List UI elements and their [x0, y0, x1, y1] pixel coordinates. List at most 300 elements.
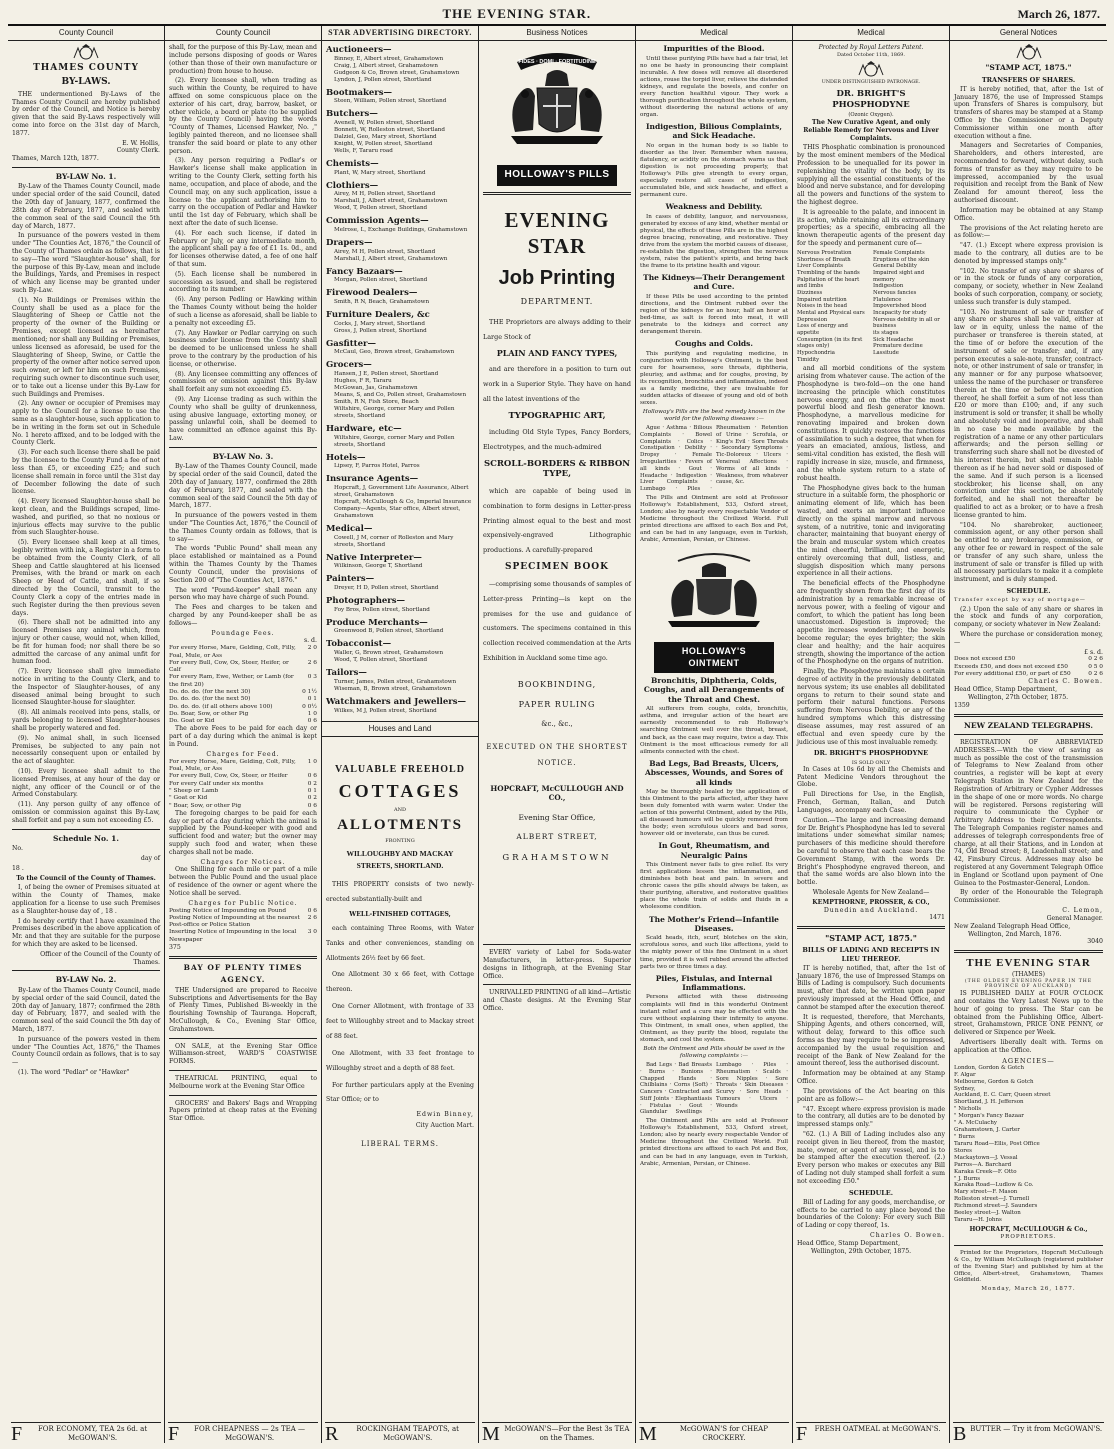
stamp-text: (2.) Upon the sale of any share or shares in the stock and funds of any corporation, company, or society whatever in New Zealand:	[954, 605, 1103, 629]
list-item: (5). Every licensee shall keep at all times, legibly written with ink, a Register in a form to be obtained from the County Clerk, of all Sheep and Cattle slaughtered at his licensed Premises, with the brand or mark on each Sheep or Head of Cattle, and shall, if so directed by the Council, transmit to the County Clerk a copy of the entries made in such Register during the then previous seven days.	[12, 539, 160, 617]
directory-category: Insurance Agents—	[326, 474, 419, 485]
medical-text: The Ointment and Pills are sold at Professor Holloway's Establishment, 533, Oxford street, London; also by nearly every respectable Vendor of Medicine throughout the Civilized World. Full printed directions are affixed to each Pot and Box, and can be had in any language, even in Turkish, Arabic, Armenian, Persian, or Chinese.	[640, 1118, 788, 1167]
dated-line: Thames, March 12th, 1877.	[12, 155, 99, 163]
list-item: Parros—A. Barchard	[954, 1161, 1012, 1168]
evening-star-tagline: (THE OLDEST EVENING PAPER IN THE PROVINCE OF AUCKLAND)	[964, 978, 1093, 990]
disease-list: Bad Legs · Bad Breasts · Burns · Bunions · Chapped Hands · Chilblains · Corns (Soft) · Cancers · Contracted and Stiff Joints · Elephantiasis · Fistulas · Gout · Glandular Swellings · Lumbago · Piles · Rheumatism · Scalds · Sore Nipples · Sore Throats · Skin Diseases · Scurvy · Sore Heads · Tumours · Ulcers · Wounds	[640, 1061, 788, 1116]
column-header: Business Notices	[479, 26, 635, 41]
directory-category: Bootmakers—	[326, 87, 393, 98]
column-header: STAR ADVERTISING DIRECTORY.	[322, 26, 478, 41]
medical-heading: Impurities of the Blood.	[663, 44, 765, 54]
list-item: Beeley street—J. Walton	[954, 1210, 1021, 1217]
job-highlight: PLAIN AND FANCY TYPES,	[496, 348, 618, 359]
list-item: Sydney,	[954, 1085, 976, 1092]
list-item: Richmond street—J. Saunders	[954, 1203, 1038, 1210]
public-notice-table	[169, 908, 317, 944]
directory-category: Furniture Dealers, &c	[326, 310, 430, 321]
list-item: F. Algar	[954, 1071, 976, 1078]
directory-category: Commission Agents—	[326, 216, 429, 227]
list-item: Impaired nutrition	[797, 296, 847, 303]
royal-arms-icon	[1009, 44, 1049, 60]
agent-title: City Auction Mart.	[415, 1122, 474, 1130]
streets-line: WILLOUGHBY AND MACKAY	[346, 849, 454, 859]
directory-entry: Plant, W, Mary street, Shortland	[334, 169, 426, 176]
directory-entry: Steen, William, Pollen street, Shortland	[334, 98, 447, 105]
medical-heading: In Gout, Rheumatism, and Neuralgic Pains	[658, 841, 770, 860]
agencies-heading: AGENCIES—	[1002, 1056, 1055, 1065]
holloway-crest-icon	[497, 44, 617, 162]
sold-only-line: IS SOLD ONLY	[851, 759, 891, 766]
directory-entry: Avenell, W, Pollen street, Shortland	[334, 120, 435, 127]
medical-text: This Ointment never fails to give relief. Its very first applications lessen the inflammation, and diminishes both heat and pain. In severe and chronic cases the pills should always be taken, as their purifying, alterative, and restorative qualities place the whole train of solids and fluids in a wholesome condition.	[640, 862, 788, 911]
proprietors-line: HOPCRAFT, McCULLOUGH AND CO.,	[490, 784, 624, 803]
theatrical-ad: THEATRICAL PRINTING, equal to Melbourne work at the Evening Star Office	[169, 1075, 317, 1090]
list-item: Impaired sight and memory	[873, 269, 925, 283]
patent-date: Dated October 11th, 1869.	[837, 51, 905, 58]
stamp-text: The provisions of the Act relating hereto are as follow:—	[954, 224, 1103, 240]
list-item: Noises in the head	[797, 303, 848, 310]
directory-entry: Wilkes, M J, Pollen street, Shortland	[334, 707, 437, 714]
list-item: Eruptions of the skin	[873, 256, 930, 263]
list-item: " Burns	[954, 1134, 975, 1141]
table-row: For every Bull, Cow, Ox, Steer, Heifer, or Calf 2 6	[169, 659, 317, 674]
phosphodyne-text: In Cases at 10s 6d by all the Chemists and Patent Medicine Vendors throughout the Globe.	[797, 765, 945, 789]
proprietors-title: PROPRIETORS.	[1000, 1233, 1057, 1240]
directory-category: Firewood Dealers—	[326, 288, 418, 299]
date-line: Wellington, 29th October, 1875.	[811, 1247, 912, 1255]
form-line: To the Council of the County of Thames.	[16, 874, 156, 882]
form-line: I do hereby certify that I have examined the Premises described in the above application of Mr. and that they are suitable for the purpose for which they are asked to be licensed.	[12, 917, 160, 949]
department-line: DEPARTMENT.	[520, 296, 594, 306]
feed-table	[169, 759, 317, 810]
table-row: Do. Goat or Kid 0 6	[169, 718, 317, 725]
list-item: Auckland, E. C. Carr, Queen street	[954, 1092, 1051, 1099]
list-item: Shortland, J. H. Jefferson	[954, 1099, 1024, 1106]
list-item: Loss of energy and appetite	[797, 323, 848, 336]
directory-entry: Hughes, F R, Tararu	[334, 378, 392, 385]
list-item: (7). Any Hawker or Pedlar carrying on such business under license from the County shall be deemed to be unlicensed unless he shall prove to the contrary by the production of his license, or otherwise.	[169, 329, 317, 368]
list-item: London, Gordon & Gotch	[954, 1064, 1025, 1071]
column-7	[950, 26, 1107, 1443]
table-row: For every Ram, Ewe, Wether, or Lamb (for the first 20) 0 3	[169, 674, 317, 688]
disease-list: Ague · Asthma · Bilious Complaints · Bowel Complaints · Colics · Constipation · Debility · Dropsy · Female Irregularities · Fevers of all kinds · Gout · Headache · Indigestion · Liver Complaints · Lumbago · Piles · Rheumatism · Retention of Urine · Scrofula, or King's Evil · Sore Throats · Secondary Symptoms · Tic-Doloreux · Ulcers · Venereal Affections · Worms of all kinds · Weakness, from whatever cause, &c.	[640, 425, 788, 493]
directory-entry: Hopcraft, McCullough & Co, Imperial Insurance Company—Agents, Star office, Albert street, Grahamstown	[334, 499, 472, 520]
columns	[8, 26, 1106, 1443]
office-line: Head Office, Stamp Department,	[797, 1239, 901, 1247]
medical-heading: Coughs and Colds.	[674, 339, 754, 349]
directory-entry: Gudgeon & Co, Brown street, Grahamstown	[334, 69, 460, 76]
bylaws-title-2: BY-LAWS.	[61, 77, 111, 88]
directory-entry: Means, S, and Co, Pollen street, Grahamstown	[334, 392, 467, 399]
continued-text: shall, for the purpose of this By-Law, mean and include persons disposing of goods or Wares (other than those of their own manufacture or production) from house to house.	[169, 44, 317, 75]
town-line: GRAHAMSTOWN	[502, 853, 612, 864]
phosphodyne-title: DR. BRIGHT'S PHOSPHODYNE	[832, 88, 910, 110]
list-item: (1). No Buildings or Premises within the County shall be used as a place for the Slaughtering of Sheep or Cattle not the property of the owner of the Building or Premises, except licensed as hereinafter mentioned; nor shall any Building or Premises, unless licensed as aforesaid, be used for the Slaughtering of Sheep, Swine, or Cattle the property of the owner after notice served upon such owner, or left for him on such Premises, requiring such owner to discontinue such user, or to take out a license under this By-Law for such Buildings and Premises.	[12, 296, 160, 398]
bottom-ad: R ROCKINGHAM TEAPOTS, at McGOWAN'S.	[325, 1422, 475, 1443]
stamp-text: IT is hereby notified, that, after the 1st of January 1876, the use of Impressed Stamps upon Transfers of Shares is compulsory, but transfers of shares may be stamped at a Stamp Office by the Commissioner or a Deputy Commissioner within one month after execution without a fine.	[954, 85, 1103, 140]
signature-title: General Manager.	[1046, 914, 1103, 922]
ointment-crest-icon	[654, 547, 774, 639]
list-item: (4). Every licensed Slaughter-house shall be kept clean, and the Buildings scraped, lime-washed, and purified, so that no noxious or injurious effects may survive to the public from such Slaughter-house.	[12, 498, 160, 537]
list-item: Incapacity for study	[873, 309, 927, 316]
list-item: " A. McCulachy	[954, 1120, 997, 1127]
label-ad: EVERY variety of Label for Soda-water Manufacturers, in letter-press. Superior designs in lithograph, at the Evening Star Office.	[483, 949, 631, 980]
directory-entry: Foy Bros, Pollen street, Shortland	[334, 606, 430, 613]
form-line: 18 .	[12, 864, 24, 872]
directory-entry: Knight, W, Pollen street, Shortland	[334, 141, 433, 148]
list-item: Female Complaints	[873, 249, 925, 256]
signature: E. W. Hollis,	[122, 139, 160, 147]
bottom-ad-text: FOR CHEAPNESS — 2s TEA — McGOWAN'S.	[194, 1425, 306, 1442]
stamp-text: "102. No transfer of any share or shares of or in the stock or funds of any corporation, company, or society, whether in New Zealand books of such corporation, company, or society, unless such transfer is duly stamped.	[954, 267, 1103, 306]
telegraph-text: By order of the Honourable the Telegraph Commissioner.	[954, 889, 1103, 905]
list-item: (3). For each such license there shall be paid by the licensee to the County Fund a fee of not less than £5, or exceeding £25; and such license shall remain in force until the 31st day of December following the date of such license.	[12, 449, 160, 496]
bottom-ad-text: BUTTER — Try it from McGOWAN'S.	[970, 1425, 1103, 1433]
bylaw-2-heading: BY-LAW No. 2.	[55, 975, 117, 985]
agents-line: Wholesale Agents for New Zealand—	[812, 889, 930, 896]
list-item: Shortness of Breath	[797, 256, 851, 263]
list-item: (6). Any person Pedling or Hawking within the Thames County without being the holder of such a license as aforesaid, shall be liable to a penalty not exceeding £5.	[169, 296, 317, 327]
notices-text: One Shilling for each mile or part of a mile between the Public Pound and the usual place of residence of the owner or agent where the Notice shall be served.	[169, 866, 317, 897]
bylaws-title-1: THAMES COUNTY	[33, 63, 139, 74]
ad-number: 375	[169, 944, 181, 952]
column-header: Medical	[636, 26, 792, 41]
medical-heading: The Kidneys—Their Derangement and Cure.	[643, 273, 785, 292]
list-item: (9). Any License trading as such within the County who shall be guilty of drunkenness, using abusive language, extorting money, or passing unlawful coin, shall be deemed to have committed an offence against this By-Law.	[169, 396, 317, 443]
stamp-text: It is requested, therefore, that Merchants, Shipping Agents, and others concerned, will, without delay, forward to this office such forms as they may require to be so impressed, accompanied by the usual requisition and receipt of the Bank of New Zealand for the amount thereof, less the authorised discount.	[797, 1013, 945, 1068]
form-line: I, of being the owner of Premises situated at within the County of Thames, make application for a license to use such Premises as a Slaughter-house day of , 18 .	[12, 884, 160, 915]
phosphodyne-heading: DR. BRIGHT'S PHOSPHODYNE	[813, 749, 929, 758]
ad-number: 1471	[929, 914, 945, 922]
evening-star-location: (THAMES)	[1012, 971, 1045, 978]
list-item: Rolleston street—J. Turnell	[954, 1196, 1030, 1203]
public-notice-heading: Charges for Public Notice.	[188, 899, 298, 907]
transfers-heading: TRANSFERS OF SHARES.	[981, 75, 1076, 84]
phosphodyne-tagline: The New Curative Agent, and only Reliable Remedy for Nervous and Liver Complaints.	[803, 118, 939, 142]
directory-entry: Cowell, J M, corner of Rolleston and Mary streets, Shortland	[334, 534, 454, 548]
job-text: including Old Style Types, Fancy Borders, Electrotypes, and the much-admired	[483, 428, 631, 452]
terms-line: LIBERAL TERMS.	[361, 1139, 439, 1148]
directory-entry: Turner, James, Pollen street, Grahamstown	[334, 678, 457, 685]
list-item: Trembling of the hands	[797, 269, 860, 276]
list-item: its stages	[873, 329, 899, 336]
stamp-text: "104. No sharebroker, auctioneer, commission agent, or any other person shall be entitled to any brokerage, commission, or any other fee or reward in respect of the sale or transfer of any such share, unless the instrument of sale or transfer is filled up with all necessary particulars to make it a complete instrument, and is duly stamped.	[954, 521, 1103, 584]
masthead-title: THE EVENING STAR.	[442, 5, 592, 21]
agents-location: Dunedin and Auckland.	[823, 906, 919, 914]
directory-entry: Airey, M H, Pollen street, Shortland	[334, 248, 436, 255]
stamp-text: "103. No instrument of sale or transfer of any share or shares shall be valid, either at law or in equity, unless the name of the purchaser or transferee is therein stated, at the time of or before the execution of the instrument of sale or transfer; and, if any person executes a sale-note, transfer, contract-note, or other instrument of sale or transfer, in any manner or for any purpose whatsoever, unless the name of the purchaser or transferee therein at the time or before the execution thereof, he shall forfeit a sum of not less than £20 or more than £100; and, if any such instrument is sold or transfer, it shall be wholly and absolutely void and inoperative, and shall in no case be made available by the registration of a name or any other particulars afterwards; and the person selling or transferring such share shall not be divested of his interest therein, but shall remain liable thereon as if he had never sold or disposed of the same. And if such person is a licensed stockbroker, his license shall, on any conviction under this section, be absolutely forfeited, and he shall not thereafter be qualified to act as a broker, or to have a fresh license granted to him.	[954, 308, 1103, 519]
directory-entry: Marshall, J, Albert street, Grahamstown	[334, 255, 448, 262]
directory-category: Hotels—	[326, 452, 366, 463]
list-item: Nervous debility in all or business	[873, 316, 940, 330]
column-4	[479, 26, 636, 1443]
bottom-ad: M McGOWAN'S for CHEAP CROCKERY.	[639, 1422, 789, 1443]
list-item: (5). Each license shall be numbered in succession as issued, and shall be registered according to its number.	[169, 270, 317, 294]
list-item: (3). Any person requiring a Pedlar's or Hawker's license shall make application in writing to the County Clerk, setting forth his name, occupation, and place of abode, and the Council may, on any such application, issue a license to the applicant authorising him to carry on the occupation of Pedlar and Hawker until the 1st day of February, which shall be next after the date of such license.	[169, 157, 317, 227]
medical-text: If these Pills be used according to the printed directions, and the Ointment rubbed over the region of the kidneys for an hour, half an hour at bed-time, as salt is forced into meat, it will penetrate to the kidneys and correct any derangement therein.	[640, 293, 788, 336]
bylaw-2-text: In pursuance of the powers vested in them under "The Counties Act, 1876," the Thames County Council ordain as follows, that is to say—	[12, 1035, 160, 1067]
bottom-ad-text: McGOWAN'S for CHEAP CROCKERY.	[679, 1425, 768, 1442]
job-printing-title: EVENING STAR	[504, 207, 610, 259]
masthead-date: March 26, 1877.	[1017, 6, 1100, 21]
directory-entry: Waller, G, Brown street, Grahamstown	[334, 650, 444, 657]
symptom-list	[797, 250, 945, 363]
directory-entry: Wilkinson, George T, Shortland	[334, 563, 423, 570]
poundage-heading: Poundage Fees.	[211, 629, 275, 637]
stamp-text: Where the purchase or consideration money,—	[954, 631, 1103, 646]
directory-entry: Dreyer, H D, Pollen street, Shortland	[334, 585, 439, 592]
list-item: Mary street—F. Mason	[954, 1189, 1018, 1196]
list-item: Mental and Physical ears	[797, 309, 865, 316]
column-3	[322, 26, 479, 1443]
signature: Charles O. Bowen.	[870, 1232, 945, 1240]
bylaw-1-items	[12, 297, 160, 825]
royal-arms-icon	[66, 44, 106, 60]
property-text: One Corner Allotment, with frontage of 33 feet to Willoughby street and to Mackay street of 88 feet.	[326, 1003, 474, 1040]
directory-entry: Wiltshire, George, corner Mary and Pollen streets, Shortland	[334, 434, 455, 448]
directory-entry: Wiseman, B, Brown street, Grahamstown	[334, 685, 452, 692]
table-row: " Boar, Sow, or other Pig 0 6	[169, 802, 317, 809]
bills-heading: BILLS OF LADING AND RECEIPTS IN LIEU THEREOF.	[802, 946, 940, 963]
directory-category: Hardware, etc—	[326, 424, 402, 435]
list-item: Mackaytown—J. Vessal	[954, 1154, 1018, 1161]
medical-subheading: Holloway's Pills are the best remedy known in the world for the following diseases :—	[642, 408, 786, 423]
directory-entry: Dalziel, Geo, Mary street, Shortland	[334, 134, 437, 141]
bylaw-1-preamble: By-Law of the Thames County Council, made under special order of the said Council, dated the 20th day of January, 1877, confirmed the 28th day of February, 1877, and sealed with the common seal of the said Council the 5th day of March, 1877.	[12, 183, 160, 230]
list-item: Depression	[797, 316, 828, 323]
poundage-note: The above Fees to be paid for each day or part of a day during which the animal is kept in Pound.	[169, 725, 317, 749]
bylaw-3-preamble: By-Law of the Thames County Council, made by special order of the said Council, dated the 20th day of January, 1877, confirmed the 28th day of February, 1877, and sealed with the common seal of the said Council the 5th day of March, 1877.	[169, 463, 317, 510]
bottom-ad: M McGOWAN'S—For the Best 3s TEA on the Thames.	[482, 1422, 632, 1443]
telegraph-text: REGISTRATION OF ABBREVIATED ADDRESSES.—With the view of saving as much as possible the cost of the transmission of Telegrams to New Zealand from other countries, a register will be kept at every Telegraph Station in New Zealand for the Registration of Arbitrary or Cypher Addresses in the shape of one or more words. No charge will be registered. Persons registering will require to communicate the Cypher or Arbitrary Address to their Correspondents. The Telegraph Companies register names and addresses of telegraph correspondents free of charge, at all their Stations, and in London at 74, Old Broad street; 8, Leadenhall street; and 42, Finsbury Circus. Addresses may also be registered at any Government Telegraph Office in England or Scotland upon payment of One Guinea to the Postmaster-General, London.	[954, 739, 1103, 887]
list-item: Grahamstown, J. Carter	[954, 1127, 1020, 1134]
list-item: Nervous fancies	[873, 289, 917, 296]
bylaw-3-text: The word "Pound-keeper" shall mean any person who may have charge of such Pound.	[169, 586, 317, 602]
streets-line: STREETS, SHORTLAND.	[356, 860, 444, 870]
property-text: One Allotment 30 x 66 feet, with Cottage thereon.	[326, 971, 474, 994]
agents-name: KEMPTHORNE, PROSSER, & CO.,	[812, 898, 930, 906]
medical-heading: Piles, Fistulas, and Internal Inflammations.	[655, 973, 773, 993]
phosphodyne-text: Finally, the Phosphodyne maintains a certain degree of activity in the previously debilitated nervous system; its use enables all debilitated organs to return to their sound state and perform their natural functions. Persons suffering from Nervous Debility, or any of the hundred symptoms which this distressing disease assumes, may rest assured of an effectual and even speedy cure by the judicious use of this most invaluable remedy.	[797, 668, 945, 746]
property-text: THIS PROPERTY consists of two newly-erected substantially-built and	[326, 881, 474, 904]
notice-line: NOTICE.	[537, 759, 577, 768]
job-highlight: SCROLL-BORDERS & RIBBON TYPE,	[483, 458, 631, 480]
form-line: No.	[12, 845, 23, 853]
list-item: Impoverished blood	[873, 303, 927, 310]
medical-text: All sufferers from coughs, colds, bronchitis, asthma, and irregular action of the heart are earnestly recommended to rub Holloway's searching Ointment well over the throat, breast, and back, as the case may require, twice a day. This Ointment is the most efficacious remedy for all ailments connected with the chest.	[640, 706, 788, 755]
table-row: Do. Boar, Sow, or other Pig 1 0	[169, 710, 317, 717]
phosphodyne-text: It is agreeable to the palate, and innocent in its action, while retaining all its extraordinary properties; as a specific, embracing all the known therapeutic agents of the present day for the speedy and permanent cure of—	[797, 208, 945, 248]
column-1	[8, 26, 165, 1443]
schedule-heading: SCHEDULE.	[1006, 587, 1051, 596]
list-item: Premature decline	[873, 343, 923, 350]
medical-text: No organ in the human body is so liable to disorder as the liver. Remember when nausea, flatulency, or acidity on the stomach warns us that digestion is not proceeding properly, that Holloway's Pills give strength to every organ, especially restore all cases of indigestion, accumulated bile, and sick headache, and effect a permanent cure.	[640, 142, 788, 199]
stamp-text: Information may be obtained at any Stamp Office.	[954, 206, 1103, 222]
bottom-ad: F FRESH OATMEAL at McGOWAN'S.	[796, 1422, 946, 1443]
column-5	[636, 26, 793, 1443]
list-item: General Debility	[873, 263, 917, 270]
directory-entry: Smith, R N, Beach, Grahamstown	[334, 299, 430, 306]
service-line: BOOKBINDING,	[517, 679, 597, 689]
directory-entry: Wood, T, Pollen street, Shortland	[334, 205, 428, 212]
job-printing-subtitle: Job Printing	[498, 266, 616, 289]
publish-text: IS PUBLISHED DAILY at FOUR O'CLOCK and contains the Very Latest News up to the hour of going to press. The Star can be obtained from the Publishing Office, Albert-street, Grahamstown, PRICE ONE PENNY, or delivered or Sixpence per Week.	[954, 990, 1103, 1037]
list-item: Liver Complaints	[797, 263, 844, 270]
list-item: (9). No animal shall, in such licensed Premises, be subjected to any pain not necessarily consequent upon or entailed by the act of slaughter.	[12, 734, 160, 766]
printing-ad: UNRIVALLED PRINTING of all kind—Artistic and Chaste designs. At the Evening Star Office.	[483, 989, 631, 1012]
medical-text: May be thoroughly healed by the application of this Ointment to the parts affected, after they have been duly fomented with warm water. Under the action of this powerful Ointment, aided by the Pills, all diseased humours will be quickly removed from the body; even scrofulous ulcers and bad sores, however old or inveterate, can thus be cured.	[640, 788, 788, 838]
directory-entry: Wells, F, Tararu road	[334, 148, 393, 155]
column-6	[793, 26, 950, 1443]
directory-entry: Melrose, L, Exchange Buildings, Grahamstown	[334, 227, 468, 234]
imprint-date: Monday, March 26, 1877.	[981, 1286, 1076, 1293]
column-header: General Notices	[950, 26, 1107, 41]
column-2	[165, 26, 322, 1443]
bottom-ad-text: ROCKINGHAM TEAPOTS, at McGOWAN'S.	[356, 1425, 459, 1442]
directory-category: Grocers—	[326, 360, 372, 371]
advertising-directory	[326, 45, 474, 714]
schedule-heading: Schedule No. 1.	[53, 833, 119, 843]
telegraphs-heading: NEW ZEALAND TELEGRAPHS.	[964, 720, 1093, 730]
feed-note: The foregoing charges to be paid for each day or part of a day during which the animal is supplied by the Pound-keeper with good and sufficient food and water; but the owner may supply such food and water, when these charges shall not be made.	[169, 809, 317, 856]
directory-entry: Cocks, J, Mary street, Shortland	[334, 320, 425, 327]
bylaw-1-heading: BY-LAW No. 1.	[55, 172, 117, 182]
list-item: " Nicholls	[954, 1106, 982, 1113]
phosphodyne-subtitle: (Ozonic Oxygen).	[848, 112, 894, 119]
crest-motto: FIDES · DOMI · FORTITUDINE	[518, 59, 596, 66]
directory-entry: Marshall, J, Albert street, Grahamstown	[334, 198, 448, 205]
table-row: Does not exceed £50 0 2 6	[954, 656, 1103, 663]
poundage-table	[169, 645, 317, 725]
list-item: Flatulence	[873, 296, 902, 303]
bottom-ad: F FOR ECONOMY, TEA 2s 6d. at McGOWAN'S.	[11, 1422, 161, 1443]
directory-category: Clothiers—	[326, 180, 379, 191]
holloway-banner: HOLLOWAY'S PILLS	[497, 165, 617, 186]
stamp-text: IT is hereby notified, that, after the 1st of January 1876, the use of Impressed Stamps on Bills of Lading is compulsory. Such documents must, after that date, be written upon paper previously impressed at the Head Office, and cannot be stamped after the execution thereof.	[797, 964, 945, 1011]
table-row: " Goat or Kid 0 2	[169, 795, 317, 802]
job-text: which are capable of being used in combination to form designs in Letter-press Printing almost equal to the best and most expensively-engraved Lithographic productions. A carefully-prepared	[483, 487, 631, 555]
list-item: Melbourne, Gordon & Gotch	[954, 1078, 1034, 1085]
list-item: (4). For each such license, if dated in February or July, or any intermediate month, the applicant shall pay a fee of £1 1s. 0d., and for licenses otherwise dated, a fee of one half of that sum.	[169, 229, 317, 269]
directory-category: Photographers—	[326, 596, 406, 607]
stamp-text: "47. (1.) Except where express provision is made to the contrary, all duties are to be denoted by impressed stamps only."	[954, 242, 1103, 265]
directory-category: Tobacconist—	[326, 639, 392, 650]
directory-entry: Wood, T, Pollen street, Shortland	[334, 657, 428, 664]
medical-text: In cases of debility, languor, and nervousness, generated by excess of any kind, whether mental or physical, the effects of these Pills are in the highest degree bracing, renovating, and restorative. They drive from the system the morbid causes of disease, re-establish the digestion, strengthen the nervous system, raise the patient's spirits, and bring back the frame to its pristine health and vigour.	[640, 213, 788, 269]
phosphodyne-text: and all morbid conditions of the system arising from whatever cause. The action of the Phosphodyne is two-fold—on the one hand increasing the principle which constitutes nervous energy, and on the other the most powerful blood and flesh generator known. Phosphodyne, a marvellous medicine for renovating impaired and broken down constitutions. It quickly restores the functions of assimilation to such a degree, that when for years an emaciated, anxious, listless, and semi-vital condition has existed, the flesh will rapidly increase in size, muscle, and firmness, and the whole system return to a state of robust health.	[797, 365, 945, 482]
bylaw-3-text: The words "Public Pound" shall mean any place established or maintained as a Pound within the Thames County by the Thames County Council, under the provisions of Section 200 of "The Counties Act, 1876."	[169, 545, 317, 584]
list-item: Consumption (in its first stages only)	[797, 336, 863, 350]
directory-entry: McGowan, Jas, Grahamstown	[334, 385, 418, 392]
medical-text: Scald heads, itch, scurf, blotches on the skin, scrofulous sores, and such like affections, yield to the mighty power of this fine Ointment in a short time, provided it is well rubbed around the affected parts two or three times a day.	[640, 935, 788, 970]
medical-heading: Indigestion, Bilious Complaints, and Sick Headache.	[646, 121, 782, 141]
bop-heading: BAY OF PLENTY TIMES	[183, 962, 303, 972]
directory-category: Produce Merchants—	[326, 617, 428, 628]
directory-category: Medical—	[326, 524, 373, 535]
table-row: For every Horse, Mare, Gelding, Colt, Filly, Foal, Mule, or Ass 1 0	[169, 758, 317, 773]
table-row: Do. do. do. (for the next 30) 0 1½	[169, 688, 317, 695]
stamp-act-heading: "STAMP ACT, 1875."	[825, 933, 917, 944]
office-line: New Zealand Telegraph Head Office,	[954, 922, 1071, 930]
evening-star-title: THE EVENING STAR	[966, 957, 1091, 970]
medical-heading: Weakness and Debility.	[665, 202, 763, 212]
table-row: For every additional £50, or part of £50 0 2 6	[954, 671, 1103, 678]
list-item: " J. Burns	[954, 1175, 981, 1182]
list-item: and limbs	[797, 283, 824, 290]
bylaw-2-item: (1). The word "Pedlar" or "Hawker"	[18, 1069, 130, 1077]
table-row: Do. do. do. (for the next 50) 0 1	[169, 696, 317, 703]
patronage-line: UNDER DISTINGUISHED PATRONAGE.	[821, 79, 921, 85]
directory-entry: Gross, J, Pollen street, Shortland	[334, 327, 427, 334]
directory-category: Chemists—	[326, 159, 379, 170]
list-item: Karaka Road—Ludlow & Co.	[954, 1182, 1034, 1189]
column-header: County Council	[8, 26, 164, 41]
ad-connector: AND	[394, 806, 406, 813]
list-item: Nervous Prostration	[797, 249, 852, 256]
list-item: " Morgan's Fancy Bazaar	[954, 1113, 1024, 1120]
directory-entry: Hansen, J E, Pollen street, Shortland	[334, 371, 439, 378]
list-item: Hypochondria	[797, 349, 835, 356]
sale-ad: ON SALE, at the Evening Star Office Williamson-street, WARD'S COASTWISE FORMS.	[169, 1042, 317, 1066]
signature-title: County Clerk.	[116, 147, 160, 155]
table-row: For every Calf under six months 0 2	[169, 780, 317, 787]
directory-category: Auctioneers—	[326, 45, 392, 56]
list-item: Karaka Creek—F. Otto	[954, 1168, 1017, 1175]
ad-connector: FRONTING	[385, 838, 415, 845]
bylaw-1-text: In pursuance of the powers vested in them under "The Counties Act, 1876," the Council of the County of Thames ordain as follows, that is to say—The word "Slaughter-house" shall, for the purpose of this By-Law, mean and include the Buildings, Yards, and Premises in respect of which any license may be granted under such By-Law.	[12, 232, 160, 295]
directory-entry: Airey, M H, Pollen street, Shortland	[334, 191, 436, 198]
directory-entry: Binney, E, Albert street, Grahamstown	[334, 55, 444, 62]
property-text: For further particulars apply at the Evening Star Office; or to	[326, 1081, 474, 1104]
ad-heading-large: COTTAGES	[338, 781, 462, 802]
list-item: (2). Any owner or occupier of Premises may apply to the Council for a license to use the same as a slaughter-house, such application to be in writing in the form set out in Schedule No. 1 hereto affixed, and to be lodged with the County Clerk.	[12, 400, 160, 447]
bottom-ad-text: FRESH OATMEAL at McGOWAN'S.	[814, 1425, 941, 1433]
duty-table	[954, 656, 1103, 678]
job-text: THE Proprietors are always adding to their Large Stock of	[483, 317, 631, 341]
patent-line: Protected by Royal Letters Patent.	[818, 44, 924, 52]
medical-text: The Pills and Ointment are sold at Professor Holloway's Establishment, 533, Oxford street, London; also by nearly every respectable Vendor of Medicine throughout the Civilized World. Full printed directions are affixed to each Box and Pot, and can be had in any language, even in Turkish, Arabic, Armenian, Persian, or Chinese.	[640, 495, 788, 544]
stamp-text: Managers and Secretaries of Companies, Shareholders, and others interested, are recommended to forward, without delay, such forms of transfer as they may require to be impressed, accompanied by the usual requisition and receipt from the Bank of New Zealand for amount thereof, less the authorised discount.	[954, 142, 1103, 205]
list-item: Stores	[954, 1147, 972, 1154]
directory-entry: Bonnett, W, Rolleston street, Shortland	[334, 127, 445, 134]
list-item: Tararu—H. Johns	[954, 1217, 1002, 1224]
directory-category: Painters—	[326, 574, 375, 585]
list-item: (2). Every licensee shall, when trading as such within the County, be required to have affixed on some conspicuous place on the exterior of his cart, dray, barrow, basket, or other vehicle, a board or plate (to be supplied by the County Council) having the words "County of Thames, Licensed Hawker, No. ," legibly painted thereon, and no licensee shall transfer the said board or plate to any other person.	[169, 77, 317, 155]
grocers-ad: GROCERS' and Bakers' Bags and Wrapping Papers printed at cheap rates at the Evening Star Office.	[169, 1099, 317, 1123]
list-item: Palpitation of the heart	[797, 276, 860, 283]
agent-name: Edwin Binney,	[416, 1111, 474, 1119]
stamp-text: Information may be obtained at any Stamp Office.	[797, 1070, 945, 1086]
currency-header: s. d.	[303, 637, 317, 645]
table-row: For every Bull, Cow, Ox, Steer, or Heifer 0 6	[169, 773, 317, 780]
medical-heading: Bad Legs, Bad Breasts, Ulcers, Abscesses, Wounds, and Sores of all kinds	[644, 758, 784, 787]
list-item: Lassitude	[873, 349, 899, 356]
ad-heading: VALUABLE FREEHOLD	[335, 763, 465, 775]
medical-text: Persons afflicted with these distressing complaints will find in this wonderful Ointment instant relief and a cure may be effected with the cure without explaining their infirmity to anyone. This Ointment, in small ones, when applied, the Ointment, as they purify the blood, regulate the stomach, and cool the system.	[640, 994, 788, 1043]
date-line: Wellington, 2nd March, 1876.	[968, 930, 1062, 938]
ad-number: 3040	[1087, 938, 1103, 946]
list-item: (7). Every licensee shall give immediate notice in writing to the County Clerk, and to the Inspector of Slaughter-houses, of any diseased animal being brought to such licensed Slaughter-house for slaughter.	[12, 668, 160, 707]
service-line: &c., &c.,	[541, 719, 573, 728]
phosphodyne-text: The Phosphodyne gives back to the human structure in a suitable form, the phosphoric or animating element of life, which has been wasted, and exerts an important influence directly on the spinal marrow and nervous system, of a nutritive, tonic and invigorating character, maintaining that buoyant energy of the brain and muscular system which creates the mind cheerful, brilliant, and energetic, entirely overcoming that dull, listless, and sluggish disposition which many persons experience in all their actions.	[797, 484, 945, 578]
directory-category: Gasfitter—	[326, 338, 376, 349]
list-item: Indigestion	[873, 283, 904, 290]
notice-line: EXECUTED ON THE SHORTEST	[486, 742, 628, 751]
bop-subheading: AGENCY.	[220, 975, 266, 985]
job-text: and are therefore in a position to turn out work in a Superior Style. They have on hand all the latest inventions of the	[483, 365, 631, 403]
ad-number: 1359	[954, 701, 970, 709]
directory-entry: Lyndon, J, Pollen street, Shortland	[334, 76, 432, 83]
